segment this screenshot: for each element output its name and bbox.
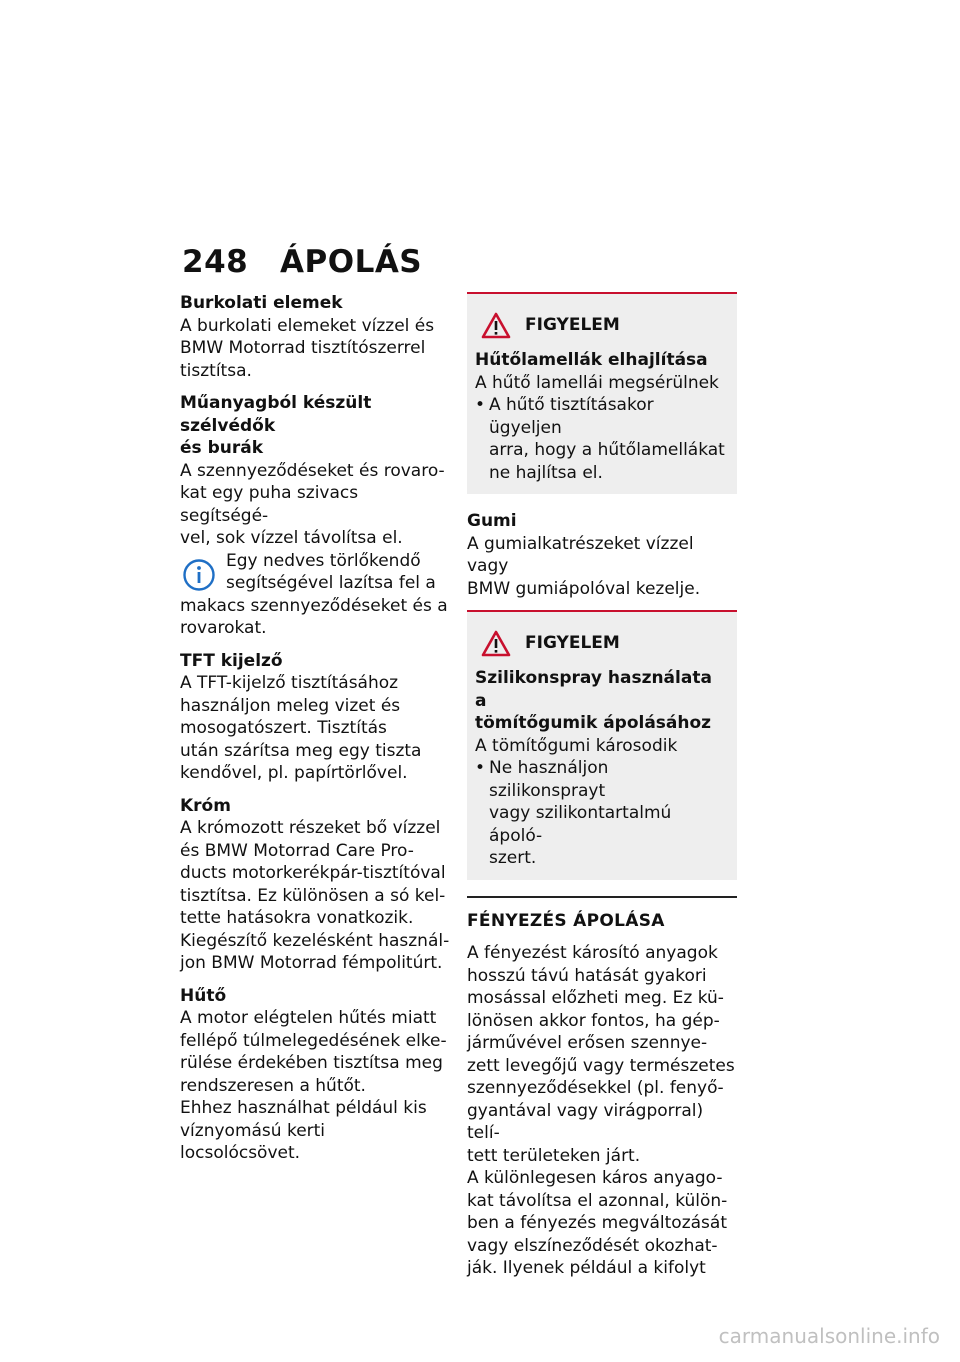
- section-fenyezes: [467, 896, 737, 1280]
- text-line: A hűtő tisztításakor ügyeljen: [489, 395, 654, 438]
- section-gumi: [467, 510, 737, 600]
- section-heading: Burkolati elemek: [180, 293, 343, 313]
- text-line: ják. Ilyenek például a kifolyt: [467, 1258, 706, 1278]
- watermark: carmanualsonline.info: [718, 1324, 940, 1348]
- text-line: kat egy puha szivacs segítségé-: [180, 483, 359, 526]
- text-line: A szennyeződéseket és rovaro-: [180, 460, 445, 481]
- section-heading: Króm: [180, 795, 231, 816]
- text-line: rülése érdekében tisztítsa meg: [180, 1053, 443, 1073]
- text-line: tisztítsa.: [180, 360, 252, 381]
- info-icon: [182, 558, 216, 592]
- warning-icon: [481, 630, 511, 657]
- text-line: A burkolati elemeket vízzel és: [180, 315, 435, 336]
- text-line: makacs szennyeződéseket és a: [180, 595, 448, 616]
- text-line: tisztítsa. Ez különösen a só kel-: [180, 885, 446, 906]
- warning-box-szilikon: [467, 610, 737, 880]
- text-line: rovarokat.: [180, 618, 267, 638]
- warning-heading: Hűtőlamellák elhajlítása: [475, 350, 708, 370]
- section-heading: Gumi: [467, 511, 517, 531]
- text-line: használjon meleg vizet és: [180, 695, 401, 716]
- text-line: ben a fényezés megváltozását: [467, 1213, 727, 1233]
- text-line: szert.: [489, 848, 537, 868]
- text-line: jon BMW Motorrad fémpolitúrt.: [180, 953, 443, 973]
- page-header: [182, 244, 422, 280]
- text-line: mosogatószert. Tisztítás: [180, 718, 387, 738]
- section-tft: [180, 650, 450, 785]
- text-line: gyantával vagy virágporral) telí-: [467, 1100, 704, 1143]
- section-krom: [180, 795, 450, 975]
- list-item: [475, 757, 729, 870]
- text-line: segítségével lazítsa fel a: [226, 573, 436, 593]
- text-line: A TFT-kijelző tisztításához: [180, 673, 399, 693]
- section-heading: Műanyagból készült szélvédők: [180, 393, 372, 436]
- section-heading: FÉNYEZÉS ÁPOLÁSA: [467, 896, 737, 933]
- text-line: vagy szilikontartalmú ápoló-: [489, 803, 672, 846]
- chapter-title: ÁPOLÁS: [280, 244, 423, 280]
- section-heading: Hűtő: [180, 985, 227, 1006]
- section-heading: és burák: [180, 438, 263, 458]
- text-line: Ehhez használhat például kis: [180, 1098, 427, 1118]
- right-column: [467, 292, 737, 1290]
- section-szelvedok: [180, 392, 450, 640]
- warning-heading: Szilikonspray használata a: [475, 668, 712, 711]
- text-line: mosással előzheti meg. Ez kü-: [467, 988, 724, 1008]
- section-burkolati: [180, 292, 450, 382]
- text-line: rendszeresen a hűtőt.: [180, 1075, 366, 1096]
- text-line: kat távolítsa el azonnal, külön-: [467, 1190, 728, 1211]
- text-line: A krómozott részeket bő vízzel: [180, 818, 441, 838]
- text-line: A fényezést károsító anyagok: [467, 943, 718, 963]
- bullet-dot: •: [475, 395, 486, 415]
- text-line: A hűtő lamellái megsérülnek: [475, 372, 719, 393]
- text-line: Egy nedves törlőkendő: [226, 550, 421, 571]
- text-line: és BMW Motorrad Care Pro-: [180, 840, 414, 861]
- text-line: tett területeken járt.: [467, 1145, 641, 1166]
- page-number: 248: [182, 244, 249, 280]
- left-column: [180, 292, 450, 1175]
- warning-label: FIGYELEM: [525, 633, 620, 654]
- text-line: kendővel, pl. papírtörlővel.: [180, 763, 408, 783]
- warning-label: FIGYELEM: [525, 315, 620, 336]
- list-item: [475, 394, 729, 484]
- warning-heading: tömítőgumik ápolásához: [475, 713, 712, 733]
- text-line: BMW Motorrad tisztítószerrel: [180, 338, 426, 358]
- text-line: Kiegészítő kezelésként használ-: [180, 930, 450, 951]
- text-line: tette hatásokra vonatkozik.: [180, 908, 414, 928]
- text-line: víznyomású kerti locsolócsövet.: [180, 1120, 326, 1163]
- text-line: arra, hogy a hűtőlamellákat: [489, 440, 725, 460]
- text-line: után szárítsa meg egy tiszta: [180, 740, 422, 761]
- bullet-dot: •: [475, 758, 486, 778]
- warning-icon: [481, 312, 511, 339]
- info-note: [180, 550, 450, 640]
- text-line: A gumialkatrészeket vízzel vagy: [467, 533, 694, 576]
- text-line: A tömítőgumi károsodik: [475, 735, 678, 756]
- text-line: járművével erősen szennye-: [467, 1033, 708, 1053]
- warning-title: [475, 630, 729, 657]
- text-line: vel, sok vízzel távolítsa el.: [180, 528, 403, 548]
- text-line: lönösen akkor fontos, ha gép-: [467, 1010, 720, 1031]
- text-line: Ne használjon szilikonsprayt: [489, 758, 609, 801]
- text-line: BMW gumiápolóval kezelje.: [467, 578, 701, 599]
- text-line: ducts motorkerékpár-tisztítóval: [180, 863, 446, 883]
- warning-title: [475, 312, 729, 339]
- text-line: szennyeződésekkel (pl. fenyő-: [467, 1078, 724, 1098]
- warning-box-lamellak: [467, 292, 737, 494]
- text-line: fellépő túlmelegedésének elke-: [180, 1030, 447, 1051]
- text-line: A különlegesen káros anyago-: [467, 1168, 723, 1188]
- text-line: zett levegőjű vagy természetes: [467, 1055, 735, 1076]
- text-line: ne hajlítsa el.: [489, 462, 603, 483]
- text-line: A motor elégtelen hűtés miatt: [180, 1008, 437, 1028]
- text-line: vagy elszíneződését okozhat-: [467, 1235, 718, 1256]
- text-line: hosszú távú hatását gyakori: [467, 965, 707, 986]
- section-huto: [180, 985, 450, 1165]
- section-heading: TFT kijelző: [180, 650, 283, 671]
